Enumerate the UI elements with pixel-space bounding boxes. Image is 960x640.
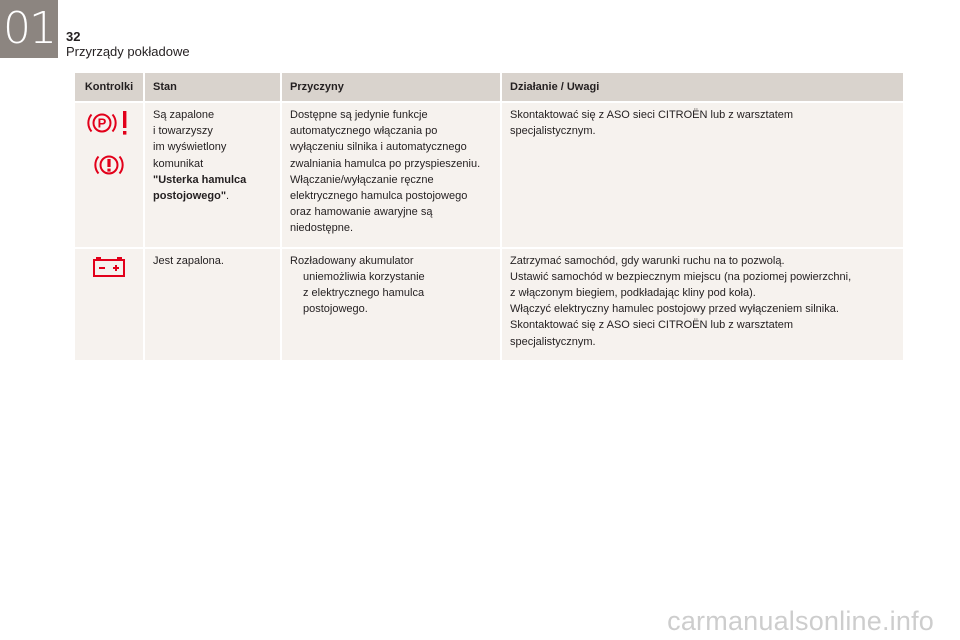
page-number: 32	[66, 29, 81, 44]
battery-warning-icon	[92, 255, 126, 279]
warning-lights-table	[75, 73, 903, 362]
brake-system-warning-icon	[92, 151, 126, 179]
dzialanie-cell: Skontaktować się z ASO sieci CITROËN lub z warsztatem specjalistycznym.	[501, 102, 903, 248]
przyczyny-cell: Dostępne są jedynie funkcje automatycznego włączania po wyłączeniu silnika i automatycznego zwalniania hamulca po przyspieszeniu. Włączanie/wyłączanie ręczne elektrycznego hamulca postojowego oraz hamowanie awaryjne są niedostępne.	[281, 102, 501, 248]
stan-cell: Jest zapalona.	[144, 248, 281, 361]
section-title: Przyrządy pokładowe	[66, 44, 190, 59]
column-header-dzialanie: Działanie / Uwagi	[501, 73, 903, 102]
kontrolki-cell	[75, 102, 144, 248]
table-row	[75, 248, 903, 361]
kontrolki-cell	[75, 248, 144, 361]
column-header-przyczyny: Przyczyny	[281, 73, 501, 102]
svg-text:P: P	[97, 115, 107, 131]
dzialanie-cell: Zatrzymać samochód, gdy warunki ruchu na to pozwolą. Ustawić samochód w bezpiecznym miejscu (na poziomej powierzchni, z włączonym biegiem, podkładając kliny pod koła). Włączyć elektryczny hamulec postojowy przed wyłączeniem silnika. Skontaktować się z ASO sieci CITROËN lub z warsztatem specjalistycznym.	[501, 248, 903, 361]
stan-cell: Są zapalone i towarzyszy im wyświetlony komunikat "Usterka hamulca postojowego".	[144, 102, 281, 248]
parking-brake-warning-icon	[85, 109, 133, 137]
chapter-tab: 01	[0, 0, 58, 58]
column-header-kontrolki: Kontrolki	[75, 73, 144, 102]
message-text: "Usterka hamulca	[153, 173, 247, 186]
table-row	[75, 102, 903, 248]
przyczyny-cell: Rozładowany akumulator uniemożliwia korzystanie z elektrycznego hamulca postojowego.	[281, 248, 501, 361]
table-header-row	[75, 73, 903, 102]
column-header-stan: Stan	[144, 73, 281, 102]
watermark: carmanualsonline.info	[667, 606, 934, 636]
message-text: postojowego"	[153, 190, 227, 203]
